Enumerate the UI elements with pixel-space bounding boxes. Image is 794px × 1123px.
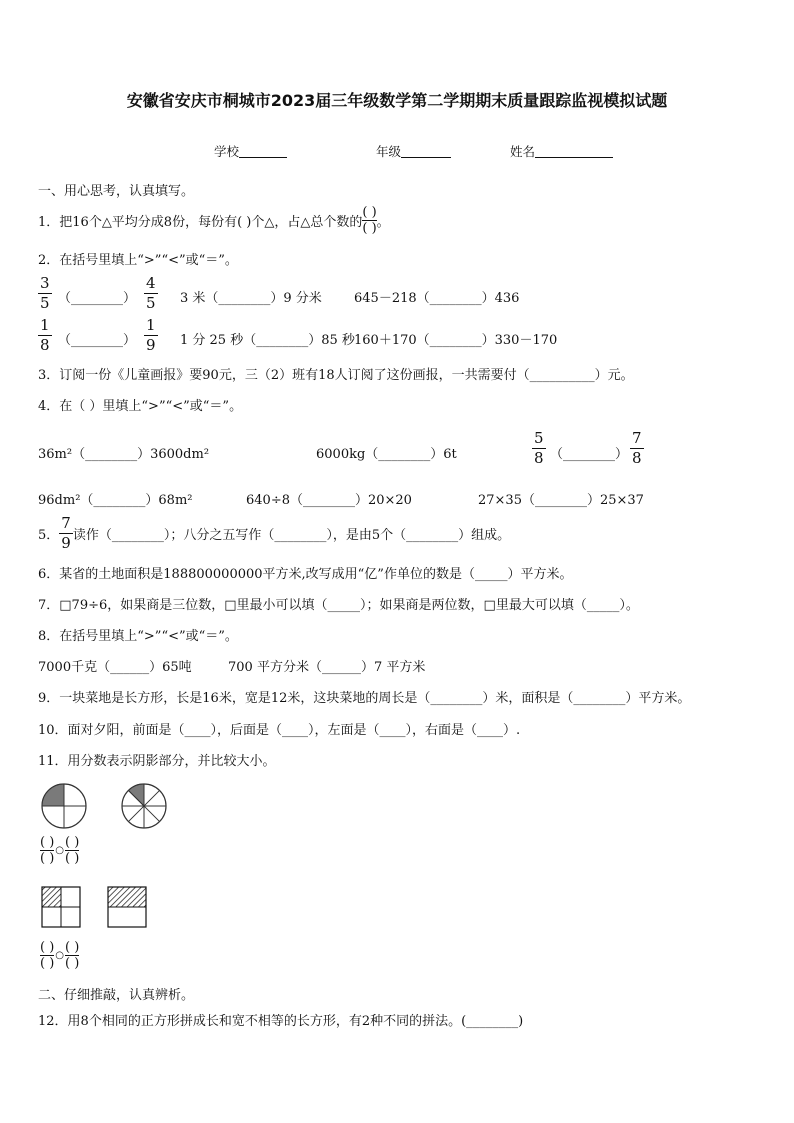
q8-item-b[interactable]: 700 平方分米（______）7 平方米 — [228, 660, 426, 675]
q5-text[interactable]: 读作（________）；八分之五写作（________），是由5个（________）组成。 — [72, 527, 511, 543]
q11-r1-fraction-a-blank[interactable]: ( ) ( ) — [40, 835, 55, 866]
name-field — [510, 142, 613, 160]
question-8-heading: 8．在括号里填上“>”“<”或“＝”。 — [38, 629, 238, 644]
q5-number: 5． — [38, 527, 60, 543]
section-heading-2: 二、仔细推敲，认真辨析。 — [38, 988, 195, 1003]
question-3[interactable]: 3．订阅一份《儿童画报》要90元，三（2）班有18人订阅了这份画报，一共需要付（__________）元。 — [38, 368, 634, 383]
q11-r1-compare-blank[interactable]: ○ — [55, 845, 65, 856]
circle-quarters-figure — [42, 784, 86, 828]
name-blank[interactable] — [535, 144, 613, 158]
q2-r1-fraction-a: $\frac{3}{5}$ — [40, 274, 50, 312]
question-7[interactable]: 7．□79÷6，如果商是三位数，□里最小可以填（_____）；如果商是两位数，□里最大可以填（_____）。 — [38, 598, 639, 613]
name-label: 姓名 — [510, 144, 536, 159]
square-halves-figure — [108, 887, 146, 927]
q4-r2-item-a[interactable]: 96dm²（________）68m² — [38, 493, 193, 508]
q4-fraction-b: $\frac{7}{8}$ — [632, 429, 642, 467]
grade-blank[interactable] — [401, 144, 451, 158]
school-label: 学校 — [214, 144, 240, 159]
q4-fraction-a: $\frac{5}{8}$ — [534, 429, 544, 467]
q11-r2-compare-blank[interactable]: ○ — [55, 950, 65, 961]
q4-r1-item-b[interactable]: 6000kg（________）6t — [316, 447, 457, 462]
q4-r2-item-c[interactable]: 27×35（________）25×37 — [478, 493, 644, 508]
circle-eighths-figure — [122, 784, 166, 828]
question-2-heading: 2．在括号里填上“>”“<”或“＝”。 — [38, 253, 238, 268]
q1-text: 1．把16个△平均分成8份，每份有( )个△，占△总个数的 — [38, 214, 363, 230]
q11-r2-fraction-a-blank[interactable]: ( ) ( ) — [40, 940, 55, 971]
q11-r1-fraction-b-blank[interactable]: ( ) ( ) — [65, 835, 80, 866]
question-4-heading: 4．在（ ）里填上“>”“<”或“＝”。 — [38, 399, 243, 414]
school-field — [214, 142, 287, 160]
q1-numerator-blank[interactable]: ( ) — [362, 204, 377, 220]
q4-r1-blank-c[interactable]: （________） — [550, 447, 629, 462]
q2-r2-fraction-b: $\frac{1}{9}$ — [146, 316, 156, 354]
q11-circle-figures — [40, 783, 170, 831]
q5-fraction: $\frac{7}{9}$ — [61, 513, 71, 552]
q4-r1-item-a[interactable]: 36m²（________）3600dm² — [38, 447, 210, 462]
section-heading-1: 一、用心思考，认真填写。 — [38, 184, 195, 199]
question-11-heading: 11．用分数表示阴影部分，并比较大小。 — [38, 754, 276, 769]
q11-square-figures — [40, 886, 152, 930]
school-blank[interactable] — [239, 144, 287, 158]
square-quarters-figure — [42, 887, 80, 927]
q4-r1-item-c — [532, 430, 652, 470]
question-1 — [38, 204, 390, 236]
q2-r2-item-c[interactable]: 160＋170（________）330－170 — [354, 333, 558, 348]
question-9[interactable]: 9．一块菜地是长方形，长是16米，宽是12米，这块菜地的周长是（________）米，面积是（________）平方米。 — [38, 691, 691, 706]
question-6[interactable]: 6．某省的土地面积是188800000000平方米,改写成用“亿”作单位的数是（_____）平方米。 — [38, 567, 573, 582]
grade-label: 年级 — [376, 144, 402, 159]
q2-r1-item-b[interactable]: 3 米（________）9 分米 — [180, 291, 322, 306]
q2-r2-blank-a[interactable]: （________） — [58, 333, 137, 348]
q2-r2-item-b[interactable]: 1 分 25 秒（________）85 秒 — [180, 333, 355, 348]
q4-r2-item-b[interactable]: 640÷8（________）20×20 — [246, 493, 412, 508]
grade-field — [376, 142, 451, 160]
q11-r2-fraction-b-blank[interactable]: ( ) ( ) — [65, 940, 80, 971]
q2-r1-fraction-b: $\frac{4}{5}$ — [146, 274, 156, 312]
q2-r2-fraction-a: $\frac{1}{8}$ — [40, 316, 50, 354]
q1-fraction-blank[interactable] — [362, 205, 376, 236]
q2-r1-item-c[interactable]: 645－218（________）436 — [354, 291, 520, 306]
q11-compare-row-1 — [40, 835, 79, 866]
q8-item-a[interactable]: 7000千克（______）65吨 — [38, 660, 192, 675]
q2-r1-blank-a[interactable]: （________） — [58, 291, 137, 306]
question-12[interactable]: 12．用8个相同的正方形拼成长和宽不相等的长方形，有2种不同的拼法。(________) — [38, 1014, 524, 1029]
question-10[interactable]: 10．面对夕阳，前面是（____），后面是（____），左面是（____），右面是（____）. — [38, 723, 521, 738]
q11-compare-row-2 — [40, 940, 79, 971]
q1-denominator-blank[interactable]: ( ) — [362, 220, 377, 236]
page-title: 安徽省安庆市桐城市2023届三年级数学第二学期期末质量跟踪监视模拟试题 — [126, 91, 668, 110]
q1-end: 。 — [376, 214, 390, 230]
question-5 — [38, 513, 510, 553]
